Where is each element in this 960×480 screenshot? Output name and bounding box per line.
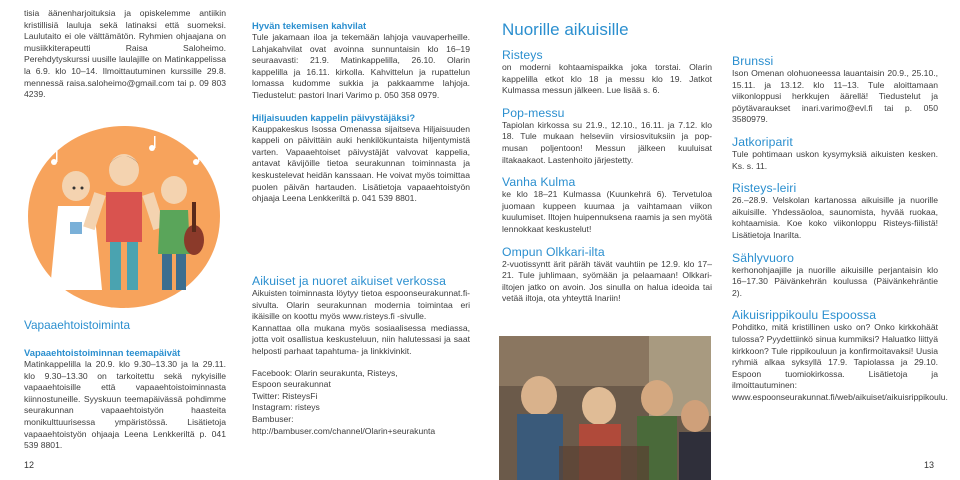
heading-risteys: Risteys [502, 48, 543, 62]
heading-online: Aikuiset ja nuoret aikuiset verkossa [252, 274, 446, 288]
brunssi-text: Ison Omenan olohuoneessa lauantaisin 20.9., 25.10., 15.11. ja 13.12. klo 11–13. Tule aloittamaan viikonloppusi herkkujen äärellä! Tiedustelut ja pöytävaraukset inari.varimo@evl.fi tai p. 050 3580979. [732, 68, 938, 125]
heading-silence-chapel: Hiljaisuuden kappelin päivystäjäksi? [252, 111, 416, 123]
risteys-text: on moderni kohtaamispaikka joka torstai. Olarin kappelilla etkot klo 18 ja messu klo 19. Jatkot Kulmassa messun jälkeen. Lue lisää s. 6. [502, 62, 712, 96]
social-bambuser-url: http://bambuser.com/channel/Olarin+seurakunta [252, 425, 436, 436]
volunteer-body [24, 347, 226, 452]
volunteer-section [24, 318, 226, 332]
page-number-left: 12 [24, 460, 35, 470]
risteys-leiri-text: 26.–28.9. Velskolan kartanossa aikuisille ja nuorille aikuisille. Yhdessäoloa, saunomista, hyvää ruokaa, kohtaamisia. Koe koko viikonloppu Risteys-fiilistä! Lisätietoja Inarilta. [732, 195, 938, 240]
online-text-2: Kannattaa olla mukana myös sosiaalisessa mediassa, jotta voit osallistua keskusteluun, niin halutessasi ja saat helposti parhaat tapahtuma- ja linkkivinkit. [252, 322, 470, 356]
heading-olkkari: Ompun Olkkari-ilta [502, 244, 605, 259]
heading-jatkoriparit: Jatkoriparit [732, 134, 793, 149]
pop-messu-text: Tapiolan kirkossa su 21.9., 12.10., 16.11. ja 7.12. klo 18. Tule mukaan helseviin virsiosvituksiin ja pop-musan poljentoon! Messun jälkeen kuuluisat iltakaakaot. Lastenhoito järjestetty. [502, 119, 712, 165]
olkkari-text: 2-vuotissyntt ärit päräh tävät vauhtiin pe 12.9. klo 17–21. Tule juhlimaan, syömään ja pelaamaan! Olkkari-iltojen jatko on avoin. Jos sinulla on halua ideoida tai vetää iltoja, ota yhteyttä Inariin! [502, 258, 712, 304]
social-instagram: Instagram: risteys [252, 402, 320, 413]
heading-good-deeds-cafes: Hyvän tekemisen kahvilat [252, 20, 367, 31]
middle-column-online [252, 274, 470, 437]
title-young-adults: Nuorille aikuisille [502, 20, 629, 39]
jatkoriparit-text: Tule pohtimaan uskon kysymyksiä aikuisten kesken. Ks. s. 11. [732, 148, 938, 171]
heading-vanha-kulma: Vanha Kulma [502, 175, 576, 190]
social-espoo: Espoon seurakunnat [252, 379, 331, 390]
subheading-theme-days: Vapaaehtoistoiminnan teemapäivät [24, 347, 181, 358]
online-text-1: Aikuisten toiminnasta löytyy tietoa espoonseurakunnat.fi-sivulta. Olarin seurakunnan modernia toimintaa eri ikäisille on koottu myös www.risteys.fi -sivulle. [252, 288, 470, 322]
heading-risteys-leiri: Risteys-leiri [732, 181, 797, 196]
vanha-kulma-text: ke klo 18–21 Kulmassa (Kuunkehrä 6). Tervetuloa juomaan kuppeen kuumaa ja vaihtamaan viikon kuulumiset. Iltojen huipennuksena raamis ja sen myötä lennokkaat keskustelut! [502, 189, 712, 234]
left-intro-text: tisia äänenharjoituksia ja opiskelemme antiikin kristillisiä lauluja sekä latinaksi että suomeksi. Laulutaito ei ole välttämätön. Ryhmien ohjaajana on musiikkiterapeutti Raisa Saloheimo. Perehdytyskurssi uusille laulajille on Matinkappelissa la 6.9. klo 10–14. Ilmoittautuminen kurssille 29.8. mennessä raisa.saloheimo@gmail.com tai p. 09 803 4239. [24, 8, 226, 100]
heading-sahlyvuoro: Sählyvuoro [732, 250, 794, 265]
choir-illustration [24, 122, 224, 310]
social-facebook: Facebook: Olarin seurakunta, Risteys, [252, 367, 398, 378]
chapel-text: Kauppakeskus Isossa Omenassa sijaitseva Hiljaisuuden kappeli on päivittäin auki henkilökuntaista hiljentymistä varten. Vapaaehtoiset päivystäjät valvovat kappelia, antavat kävijöille tietoa seurakunnan toiminnasta ja keskustelevat heidän kanssaan. He voivat myös toimittaa puolen päivän hartauden. Lisätietoja vapaaehtoistyön ohjaaja Leena Lenkkeriltä p. 041 539 8801. [252, 123, 470, 204]
right-column-b [732, 54, 948, 403]
sahlyvuoro-text: kerhonohjaajille ja nuorille aikuisille perjantaisin klo 16–17.30 Päivänkehrän koulussa (Päivänkehräntie 2). [732, 264, 938, 298]
right-column-a [502, 20, 712, 305]
middle-column [252, 20, 470, 205]
social-twitter: Twitter: RisteysFi [252, 390, 318, 401]
group-photo [499, 336, 711, 480]
aikuisrippikoulu-text: Pohditko, mitä kristillinen usko on? Onko kirkkohäät tulossa? Pyydettiinkö sinua kummiksi? Haluatko liittyä kirkkoon? Tule rippikouluun ja konfirmoitavaksi! Uusia ryhmiä alkaa syksyllä 17.9. Tapiolassa ja 29.10. Espoon tuomiokirkossa. Lisätietoja ja ilmoittautuminen: www.espoonseurakunnat.fi/web/aikuiset/aikuisrippikoulu. [732, 322, 948, 402]
heading-aikuisrippikoulu: Aikuisrippikoulu Espoossa [732, 308, 877, 323]
volunteer-text: Matinkappelilla la 20.9. klo 9.30–13.30 ja la 29.11. klo 9.30–13.30 on tarkoitettu sekä nykyisille vapaaehtoisille että vapaaehtoistoiminnasta kiinnostuneille. Syyskuun teemapäivässä pohdimme seurakunnan vapaaehtoistyön haasteita monikulttuurisessa ympäristössä. Lisätietoja vapaaehtoistyön ohjaaja Leena Lenkkeriltä p. 041 539 8801. [24, 359, 226, 451]
section-title-volunteer: Vapaaehtoistoiminta [24, 318, 131, 332]
heading-brunssi: Brunssi [732, 54, 774, 68]
social-bambuser: Bambuser: [252, 413, 294, 424]
cafes-text: Tule jakamaan iloa ja tekemään lahjoja vauvaperheille. Lahjakahvilat ovat avoinna sunnuntaisin klo 16–19 seuraavasti: 21.9. Matinkappelilla, 26.10. Olarin kappelilla ja 16.11. kirkolla. Kahvittelun ja rupattelun lomassa kudomme sukkia ja pakkaamme lahjoja. Tiedustelut: pastori Inari Varimo p. 050 358 0979. [252, 32, 470, 100]
page-number-right: 13 [924, 460, 935, 470]
heading-pop-messu: Pop-messu [502, 105, 565, 120]
